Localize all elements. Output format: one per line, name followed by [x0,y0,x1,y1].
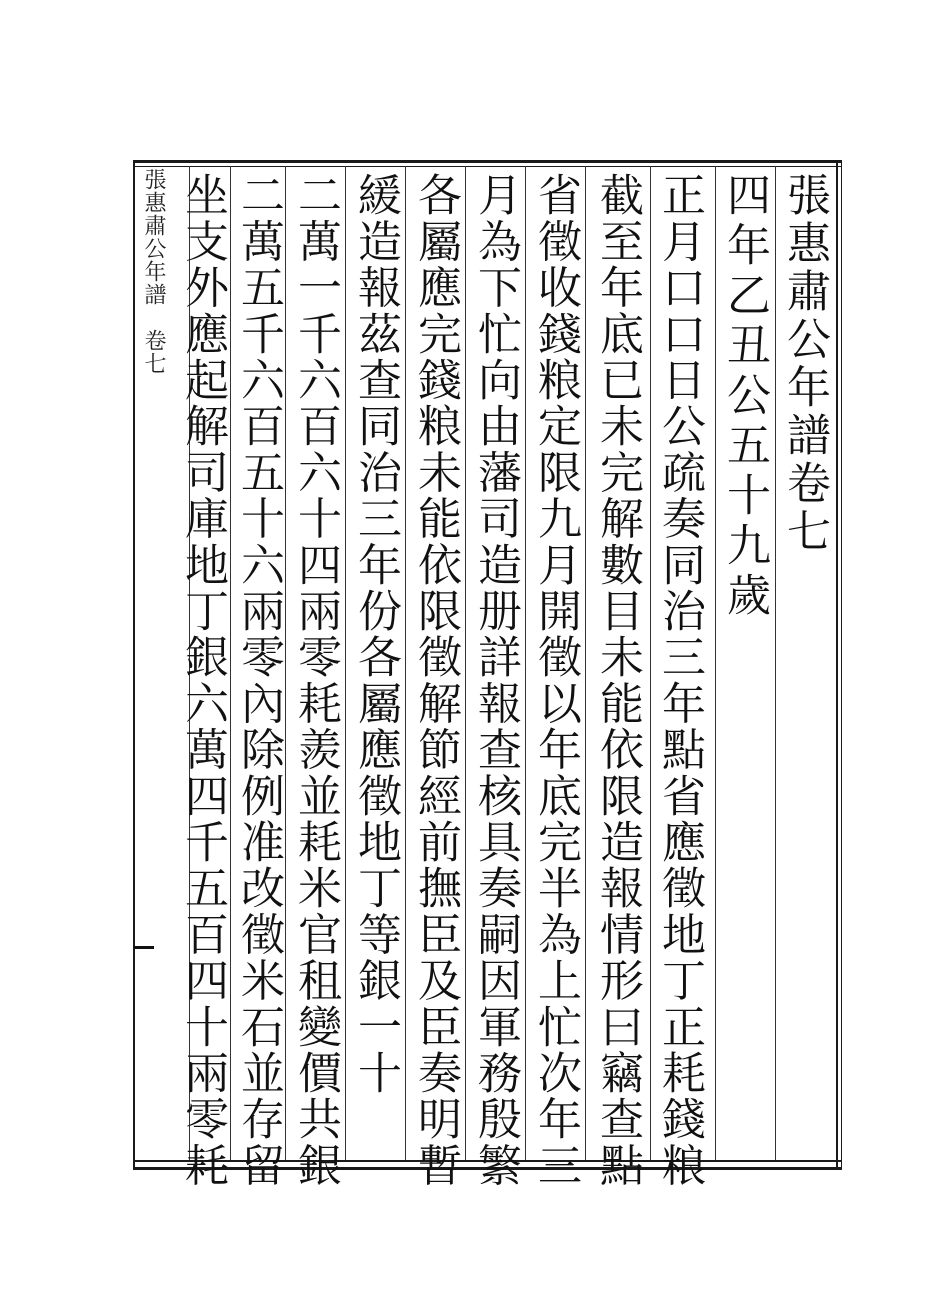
frame-top-border [133,160,841,163]
margin-book-title: 張惠肅公年譜 卷七 [141,168,166,375]
column-divider [525,166,526,1160]
text-column-2: 截至年底已未完解數目未能依限造報情形曰竊查點 [592,172,643,1189]
text-column-6: 緩造報茲查同治三年份各屬應徵地丁等銀一十 [350,172,401,1096]
year-heading: 四年乙丑公五十九歲 [719,172,770,622]
text-column-7: 二萬一千六百六十四兩零耗羨並耗米官租變價共銀 [290,172,341,1189]
text-column-1: 正月口口日公疏奏同治三年點省應徵地丁正耗錢粮 [654,172,705,1189]
text-column-3: 省徵收錢粮定限九月開徵以年底完半為上忙次年三 [530,172,581,1189]
text-column-5: 各屬應完錢粮未能依限徵解節經前撫臣及臣奏明暫 [410,172,461,1189]
margin-page-number [134,946,154,949]
column-divider [345,166,346,1160]
column-divider [715,166,716,1160]
book-title: 張惠肅公年譜卷七 [779,172,830,556]
column-divider [230,166,231,1160]
column-divider [405,166,406,1160]
frame-right-border [836,160,838,1170]
frame-top-border-inner [133,166,841,167]
text-column-9: 坐支外應起解司庫地丁銀六萬四千五百四十兩零耗 [177,172,228,1189]
column-divider [775,166,776,1160]
column-divider [465,166,466,1160]
column-divider [585,166,586,1160]
frame-right-border-outer [841,160,842,1170]
text-column-4: 月為下忙向由藩司造册詳報查核具奏嗣因軍務殷繁 [470,172,521,1189]
frame-left-border [133,160,135,1170]
column-divider [285,166,286,1160]
text-column-8: 二萬五千六百五十六兩零內除例准改徵米石並存留 [233,172,284,1189]
column-divider [650,166,651,1160]
